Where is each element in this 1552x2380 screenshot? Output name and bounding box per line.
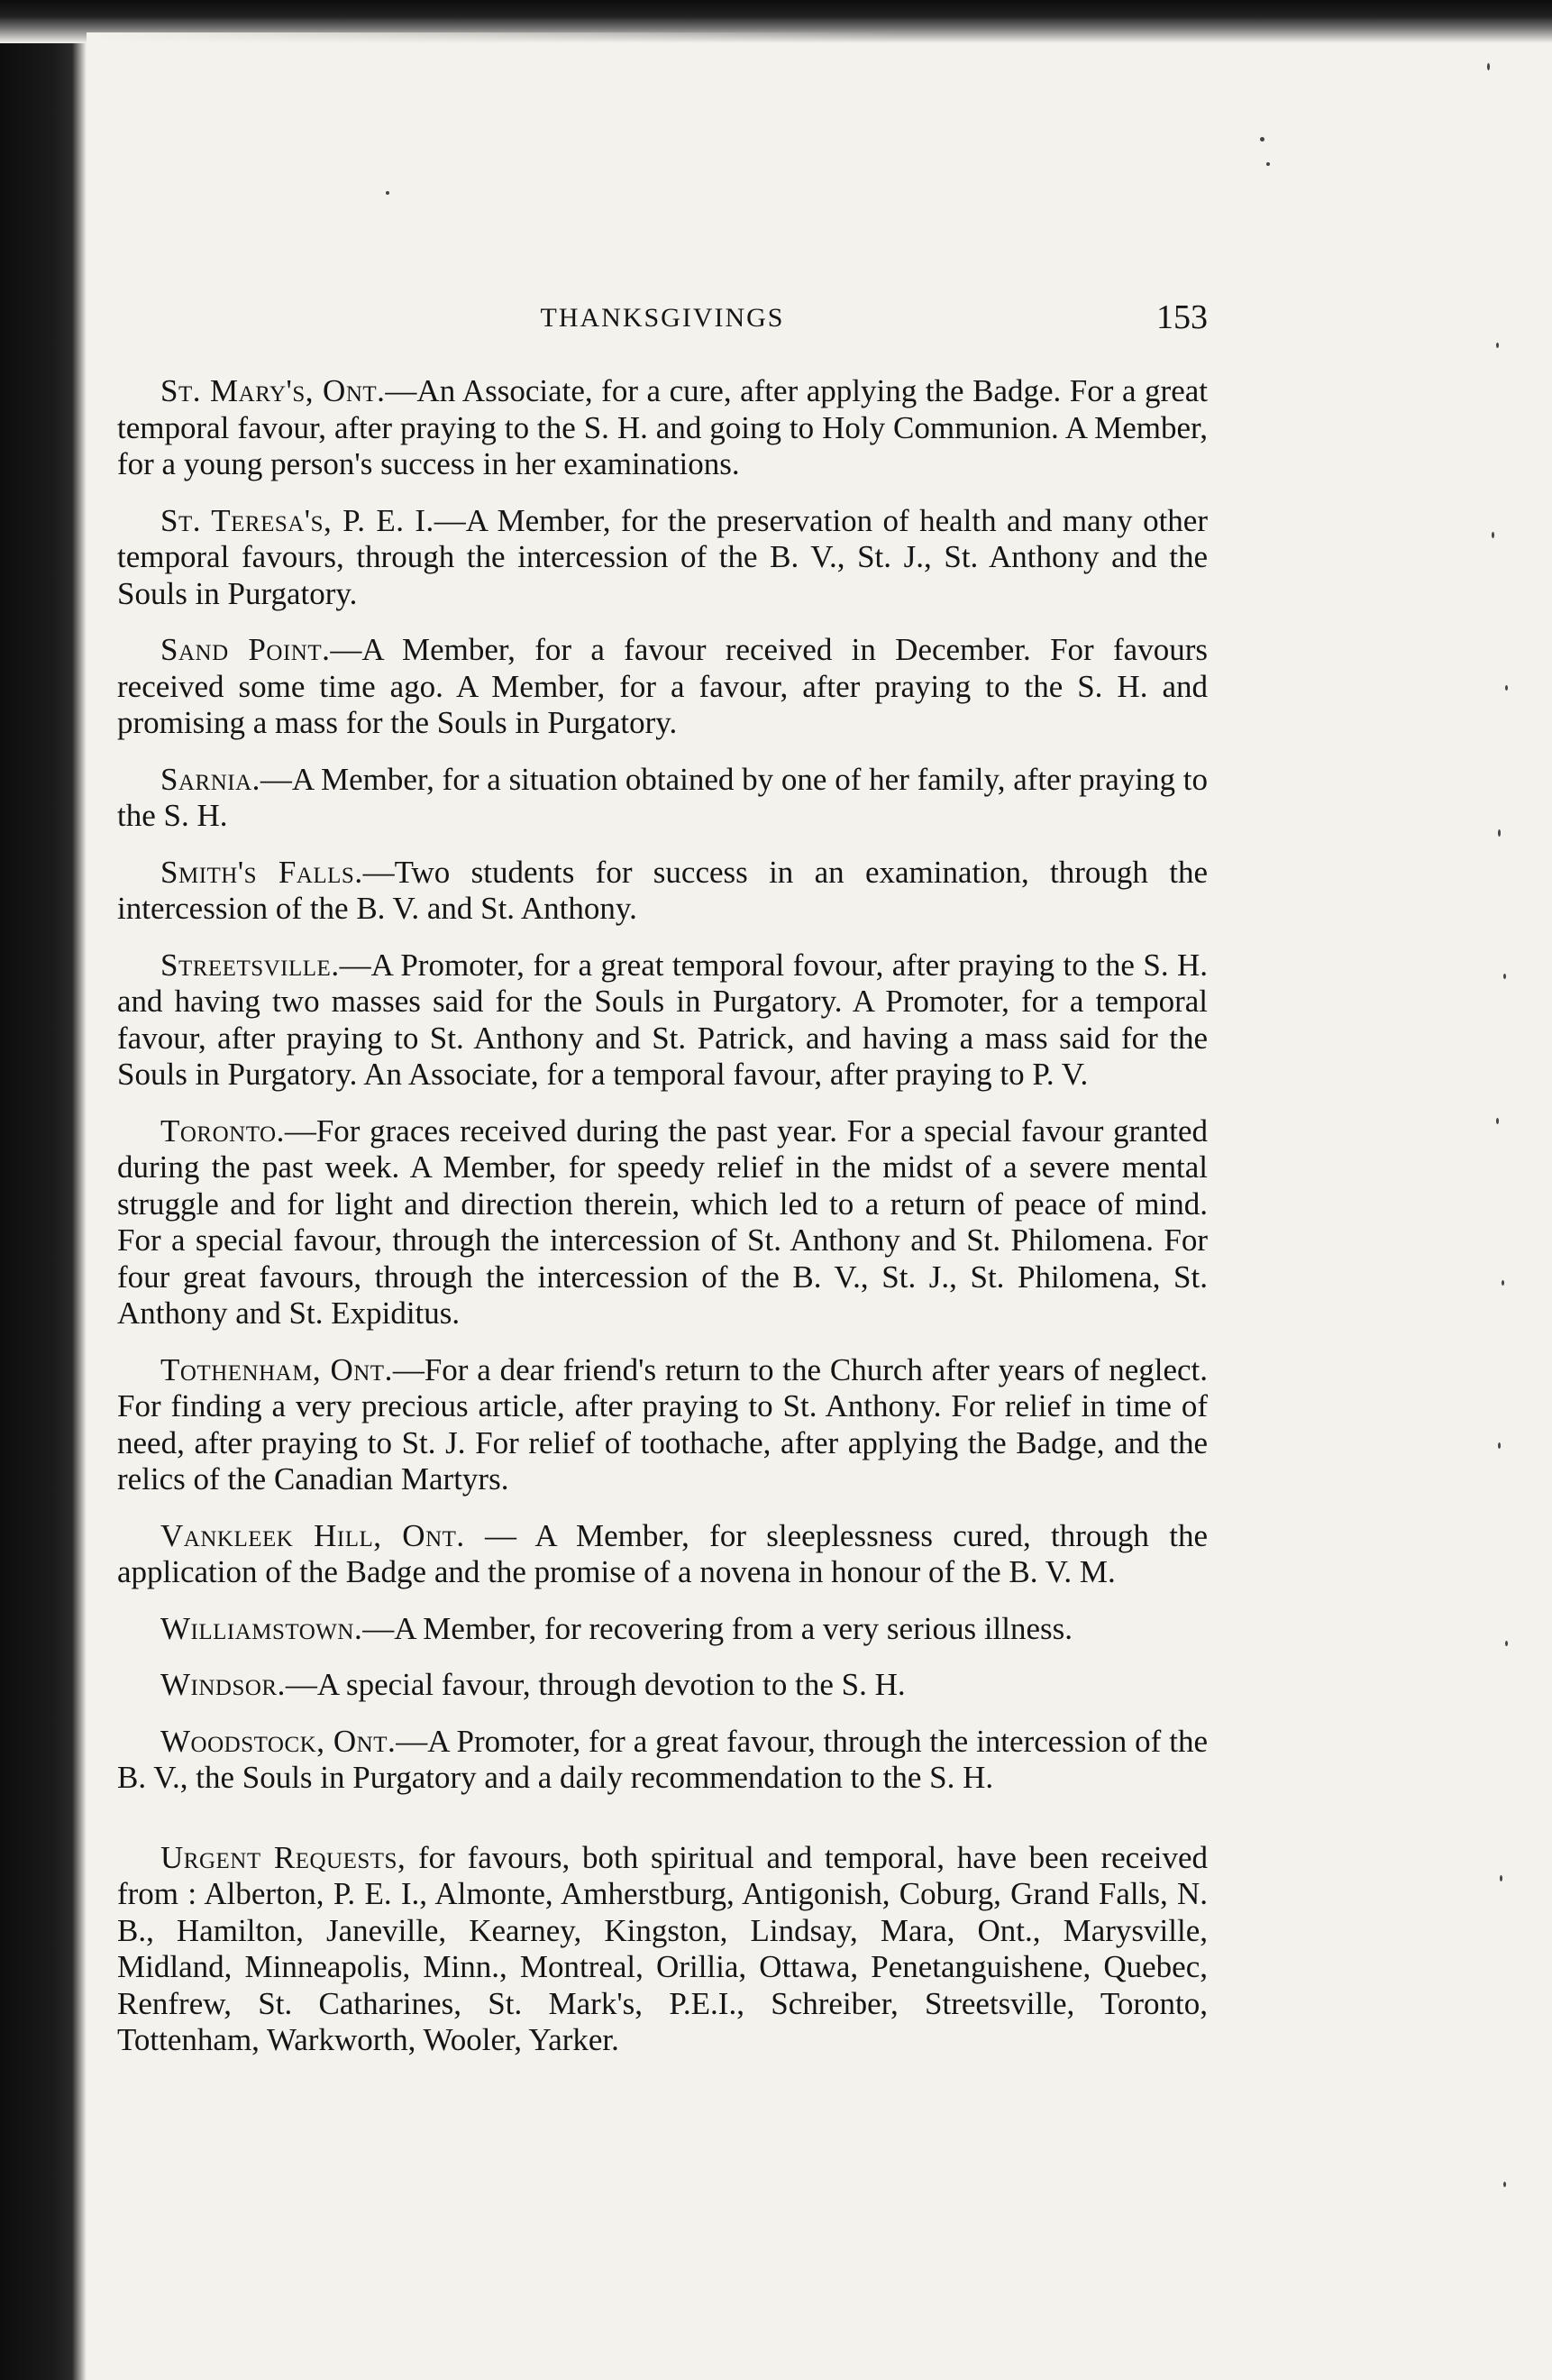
entry-smiths-falls: [117, 855, 1208, 928]
entry-text: —For graces received during the past year. For a special favour granted during the past week. A Member, for speedy relief in the midst of a severe mental struggle and for light and direction therein, which led to a return of peace of mind. For a special favour, through the intercession of St. Anthony and St. Philomena. For four great favours, through the intercession of the B. V., St. J., St. Philomena, St. Anthony and St. Expiditus.: [117, 1112, 1208, 1331]
running-title: THANKSGIVINGS: [540, 303, 785, 333]
entry-place: St. Mary's, Ont.: [160, 373, 386, 408]
entry-williamstown: [117, 1611, 1208, 1648]
entry-st-marys: [117, 373, 1208, 483]
urgent-text: for favours, both spiritual and temporal, have been received from : Alberton, P. E. I., Almonte, Amherstburg, Antigonish, Coburg, Grand Falls, N. B., Hamilton, Janeville, Kearney, Kingston, Lindsay, Mara, Ont., Marysville, Midland, Minneapolis, Minn., Montreal, Orillia, Ottawa, Penetanguishene, Quebec, Renfrew, St. Catharines, St. Mark's, P.E.I., Schreiber, Streetsville, Toronto, Tottenham, Warkworth, Wooler, Yarker.: [117, 1839, 1208, 2057]
scan-left-edge: [0, 0, 87, 2380]
entry-place: Sarnia.: [160, 761, 260, 797]
entry-text: —A Member, for a favour received in December. For favours received some time ago. A Member, for a favour, after praying to the S. H. and promising a mass for the Souls in Purgatory.: [117, 632, 1208, 740]
entry-text: —For a dear friend's return to the Church after years of neglect. For finding a very precious article, after praying to St. Anthony. For relief in time of need, after praying to St. J. For relief of toothache, after applying the Badge, and the relics of the Canadian Martyrs.: [117, 1351, 1208, 1497]
entry-tothenham: [117, 1352, 1208, 1498]
entry-text: —A Promoter, for a great temporal fovour, after praying to the S. H. and having two masses said for the Souls in Purgatory. A Promoter, for a temporal favour, after praying to St. Anthony and St. Patrick, and having a mass said for the Souls in Purgatory. An Associate, for a temporal favour, after praying to P. V.: [117, 947, 1208, 1092]
entry-place: Vankleek Hill, Ont.: [160, 1517, 465, 1553]
entry-toronto: [117, 1113, 1208, 1332]
entry-text: — A Member, for sleeplessness cured, through the application of the Badge and the promise of a novena in honour of the B. V. M.: [117, 1517, 1208, 1589]
thanksgivings-list: [117, 373, 1208, 1797]
entry-text: —An Associate, for a cure, after applying the Badge. For a great temporal favour, after praying to the S. H. and going to Holy Communion. A Member, for a young person's success in her examinations.: [117, 373, 1208, 481]
entry-st-teresas: [117, 503, 1208, 613]
entry-sand-point: [117, 632, 1208, 742]
entry-text: —A Promoter, for a great favour, through the intercession of the B. V., the Souls in Purgatory and a daily recommendation to the S. H.: [117, 1723, 1208, 1795]
entry-woodstock: [117, 1724, 1208, 1797]
entry-text: —A special favour, through devotion to the S. H.: [285, 1667, 906, 1702]
entry-windsor: [117, 1667, 1208, 1704]
running-head: [117, 298, 1208, 344]
entry-place: Tothenham, Ont.: [160, 1351, 393, 1387]
entry-place: Toronto.: [160, 1112, 285, 1149]
page-number: 153: [1156, 298, 1208, 336]
entry-text: —A Member, for the preservation of health and many other temporal favours, through the intercession of the B. V., St. J., St. Anthony and the Souls in Purgatory.: [117, 502, 1208, 611]
entry-text: —Two students for success in an examination, through the intercession of the B. V. and St. Anthony.: [117, 854, 1208, 926]
entry-place: Woodstock, Ont.: [160, 1723, 397, 1759]
entry-sarnia: [117, 762, 1208, 835]
urgent-label: Urgent Requests,: [160, 1839, 406, 1875]
entry-place: Williamstown.: [160, 1610, 363, 1646]
entry-vankleek-hill: [117, 1518, 1208, 1591]
entry-place: Smith's Falls.: [160, 854, 363, 890]
entry-streetsville: [117, 947, 1208, 1094]
entry-place: Sand Point.: [160, 632, 331, 667]
entry-place: Windsor.: [160, 1667, 286, 1702]
entry-text: —A Member, for recovering from a very serious illness.: [362, 1610, 1073, 1646]
entry-place: Streetsville.: [160, 947, 340, 983]
scan-top-fade: [87, 32, 898, 50]
entry-place: St. Teresa's, P. E. I.: [160, 502, 434, 538]
urgent-requests: [117, 1840, 1208, 2059]
entry-text: —A Member, for a situation obtained by one of her family, after praying to the S. H.: [117, 761, 1208, 833]
book-page: [117, 298, 1208, 2079]
